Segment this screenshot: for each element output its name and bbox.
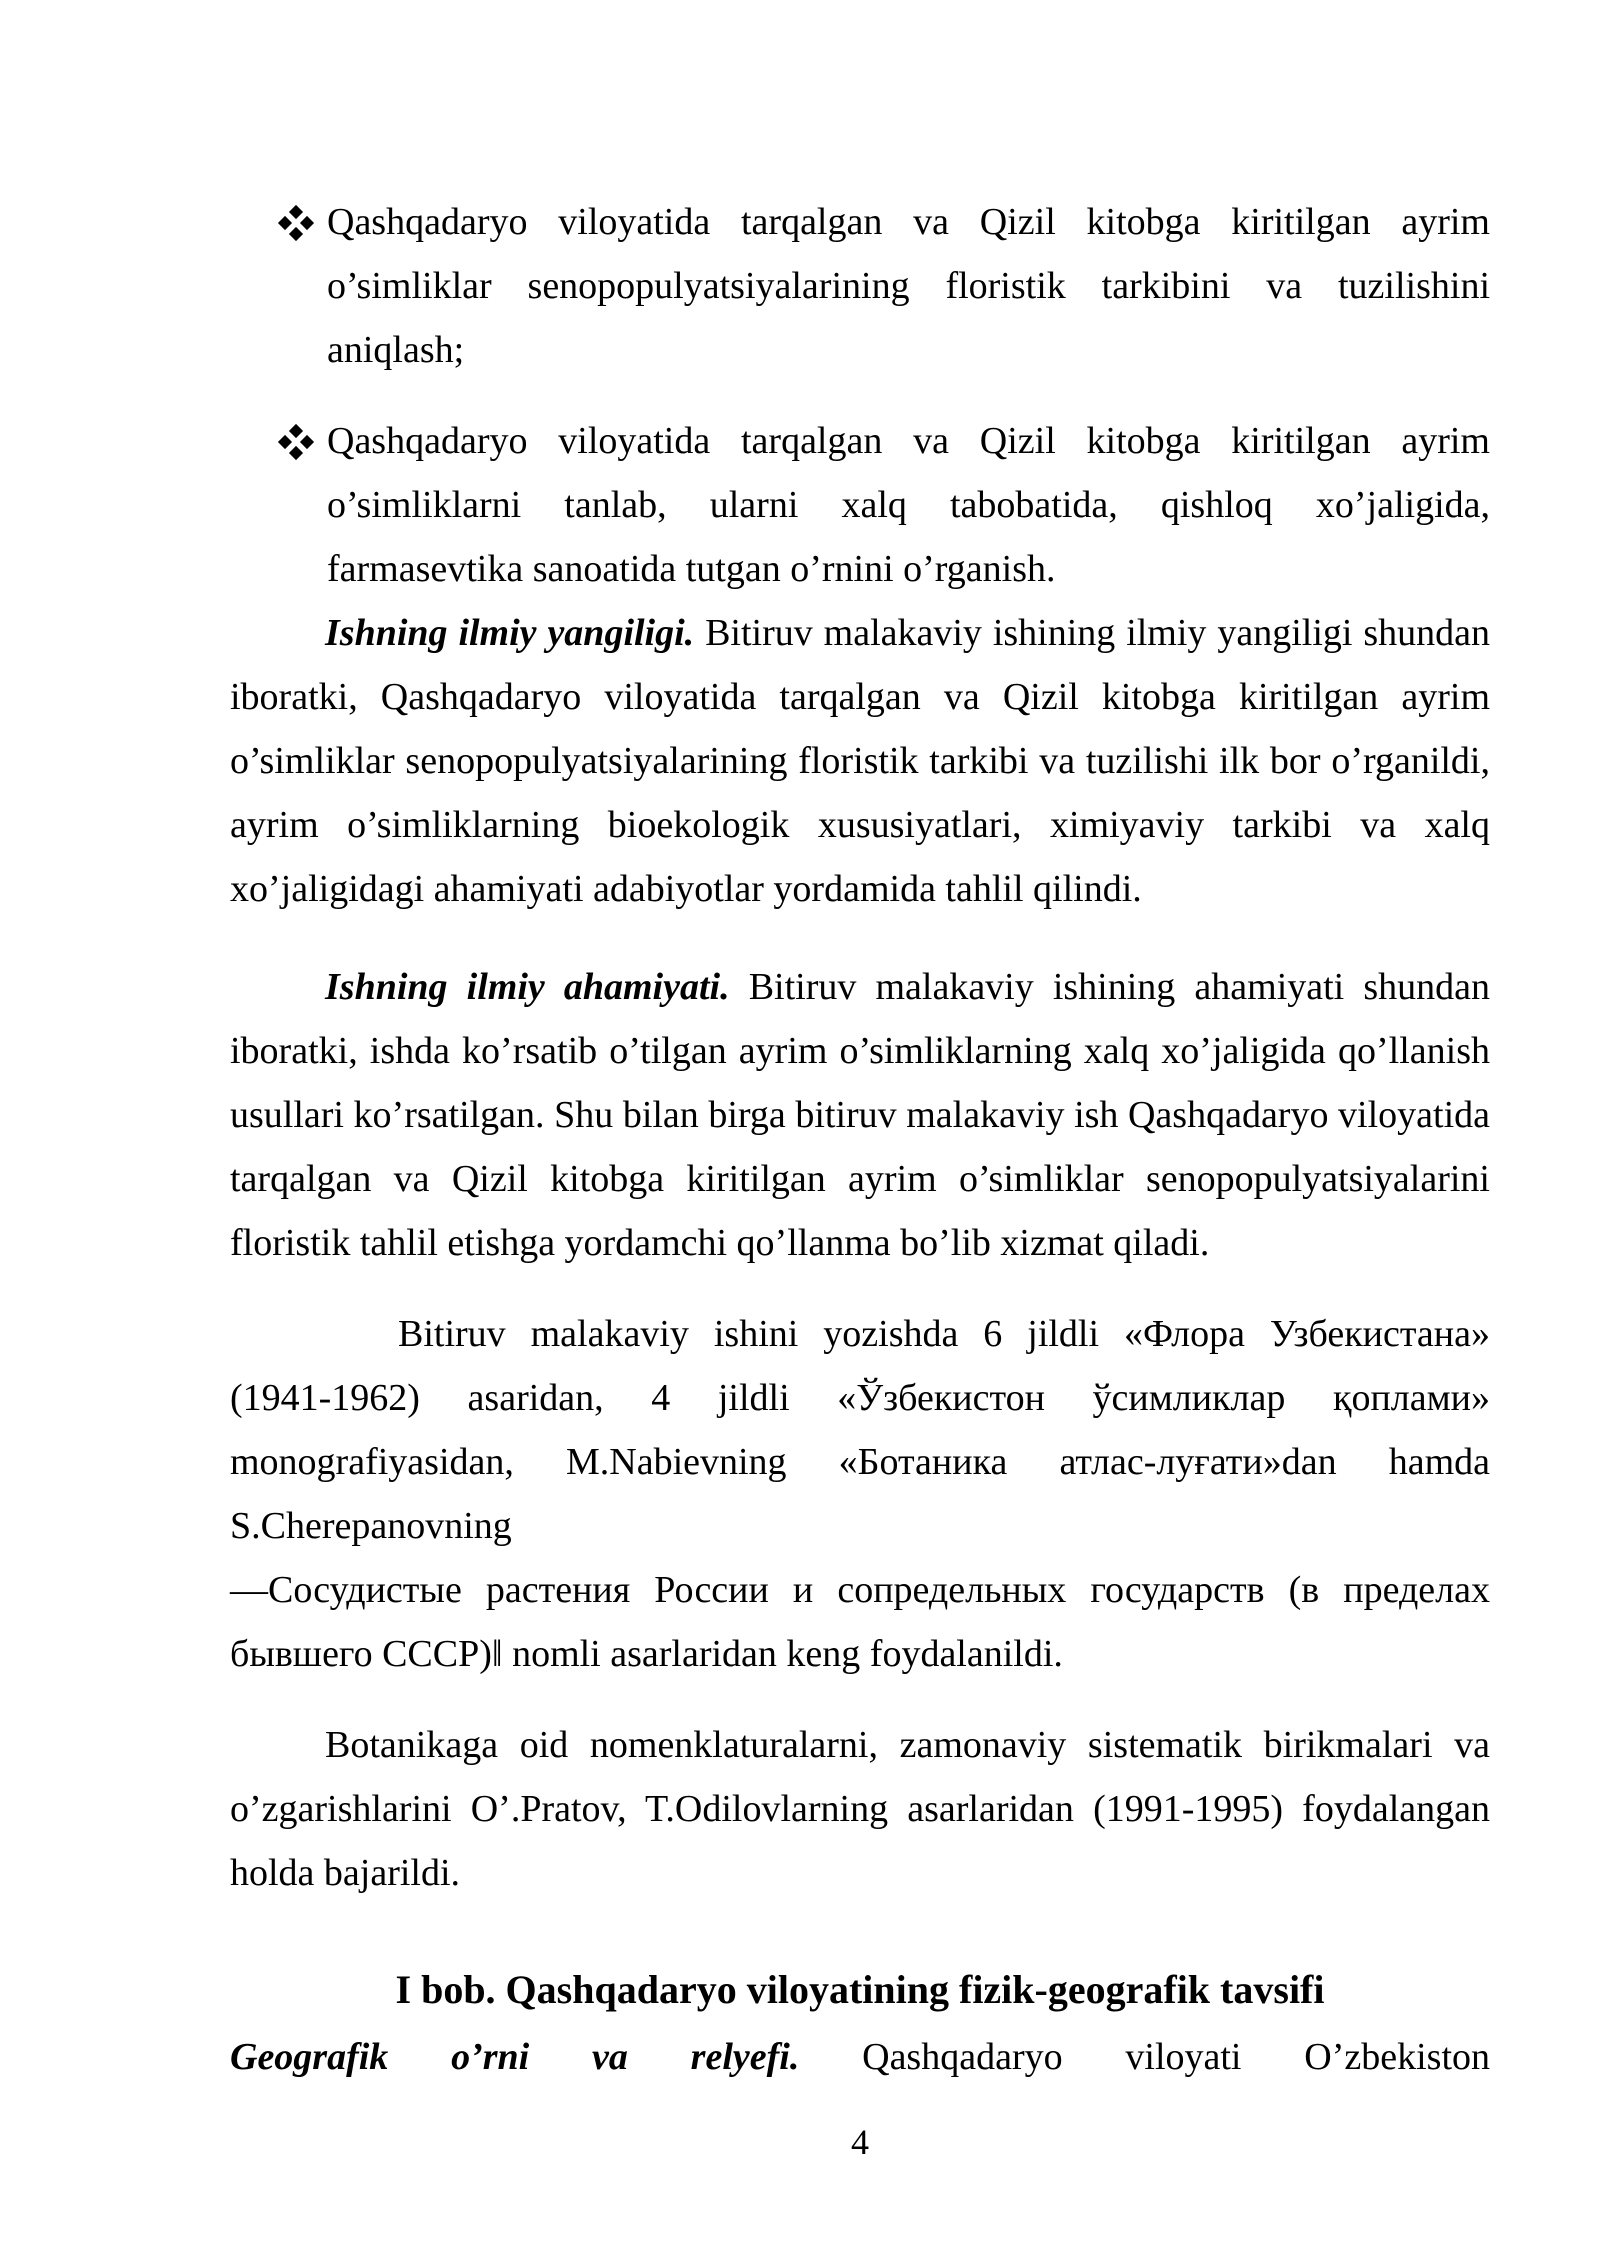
paragraph-lead: Ishning ilmiy yangiligi. [325, 612, 695, 654]
bullet-item-2 [230, 409, 1490, 601]
paragraph-body: Botanikaga oid nomenklaturalarni, zamonaviy sistematik birikmalari va o’zgarishlarini O’.Pratov, T.Odilovlarning asarlaridan (1991-1995) foydalangan holda bajarildi. [230, 1724, 1490, 1894]
paragraph-ilmiy-ahamiyati [230, 955, 1490, 1275]
diamond-bullet-icon [280, 207, 312, 239]
section-geografik-orni [230, 2025, 1490, 2089]
paragraph-body: —Сосудистые растения России и сопредельных государств (в пределах бывшего СССР)‖ nomli asarlaridan keng foydalanildi. [230, 1569, 1490, 1675]
diamond-bullet-icon [280, 426, 312, 458]
paragraph-sosudistye [230, 1558, 1490, 1686]
paragraph-botanika [230, 1713, 1490, 1905]
paragraph-body: Bitiruv malakaviy ishining ilmiy yangiligi shundan iboratki, Qashqadaryo viloyatida tarqalgan va Qizil kitobga kiritilgan ayrim o’simliklar senopopulyatsiyalarining floristik tarkibi va tuzilishi ilk bor o’rganildi, ayrim o’simliklarning bioekologik xususiyatlari, ximiyaviy tarkibi va xalq xo’jaligidagi ahamiyati adabiyotlar yordamida tahlil qilindi. [230, 612, 1490, 910]
paragraph-ilmiy-yangiligi [230, 601, 1490, 921]
paragraph-body: Bitiruv malakaviy ishining ahamiyati shundan iboratki, ishda ko’rsatib o’tilgan ayrim o’simliklarning xalq xo’jaligida qo’llanish usullari ko’rsatilgan. Shu bilan birga bitiruv malakaviy ish Qashqadaryo viloyatida tarqalgan va Qizil kitobga kiritilgan ayrim o’simliklar senopopulyatsiyalarini floristik tahlil etishga yordamchi qo’llanma bo’lib xizmat qiladi. [230, 966, 1490, 1264]
paragraph-body: Bitiruv malakaviy ishini yozishda 6 jildli «Флора Узбекистана» (1941-1962) asaridan, 4 jildli «Ўзбекистон ўсимликлар қоплами» monografiyasidan, M.Nabievning «Ботаника атлас-луғати»dan hamda S.Cherepanovning [230, 1313, 1490, 1547]
page-number: 4 [851, 2122, 869, 2162]
bullet-text: Qashqadaryo viloyatida tarqalgan va Qizil kitobga kiritilgan ayrim o’simliklar senopopulyatsiyalarining floristik tarkibini va tuzilishini aniqlash; [327, 201, 1490, 371]
paragraph-lead: Ishning ilmiy ahamiyati. [325, 966, 730, 1008]
section-body: Qashqadaryo viloyati O’zbekiston [862, 2036, 1491, 2078]
bullet-item-1 [230, 190, 1490, 382]
bullet-text: Qashqadaryo viloyatida tarqalgan va Qizil kitobga kiritilgan ayrim o’simliklarni tanlab, ularni xalq tabobatida, qishloq xo’jaligida, farmasevtika sanoatida tutgan o’rnini o’rganish. [327, 420, 1490, 590]
paragraph-manbalar [230, 1302, 1490, 1558]
section-lead: Geografik o’rni va relyefi. [230, 2036, 800, 2078]
chapter-heading: I bob. Qashqadaryo viloyatining fizik-geografik tavsifi [395, 1967, 1325, 2012]
